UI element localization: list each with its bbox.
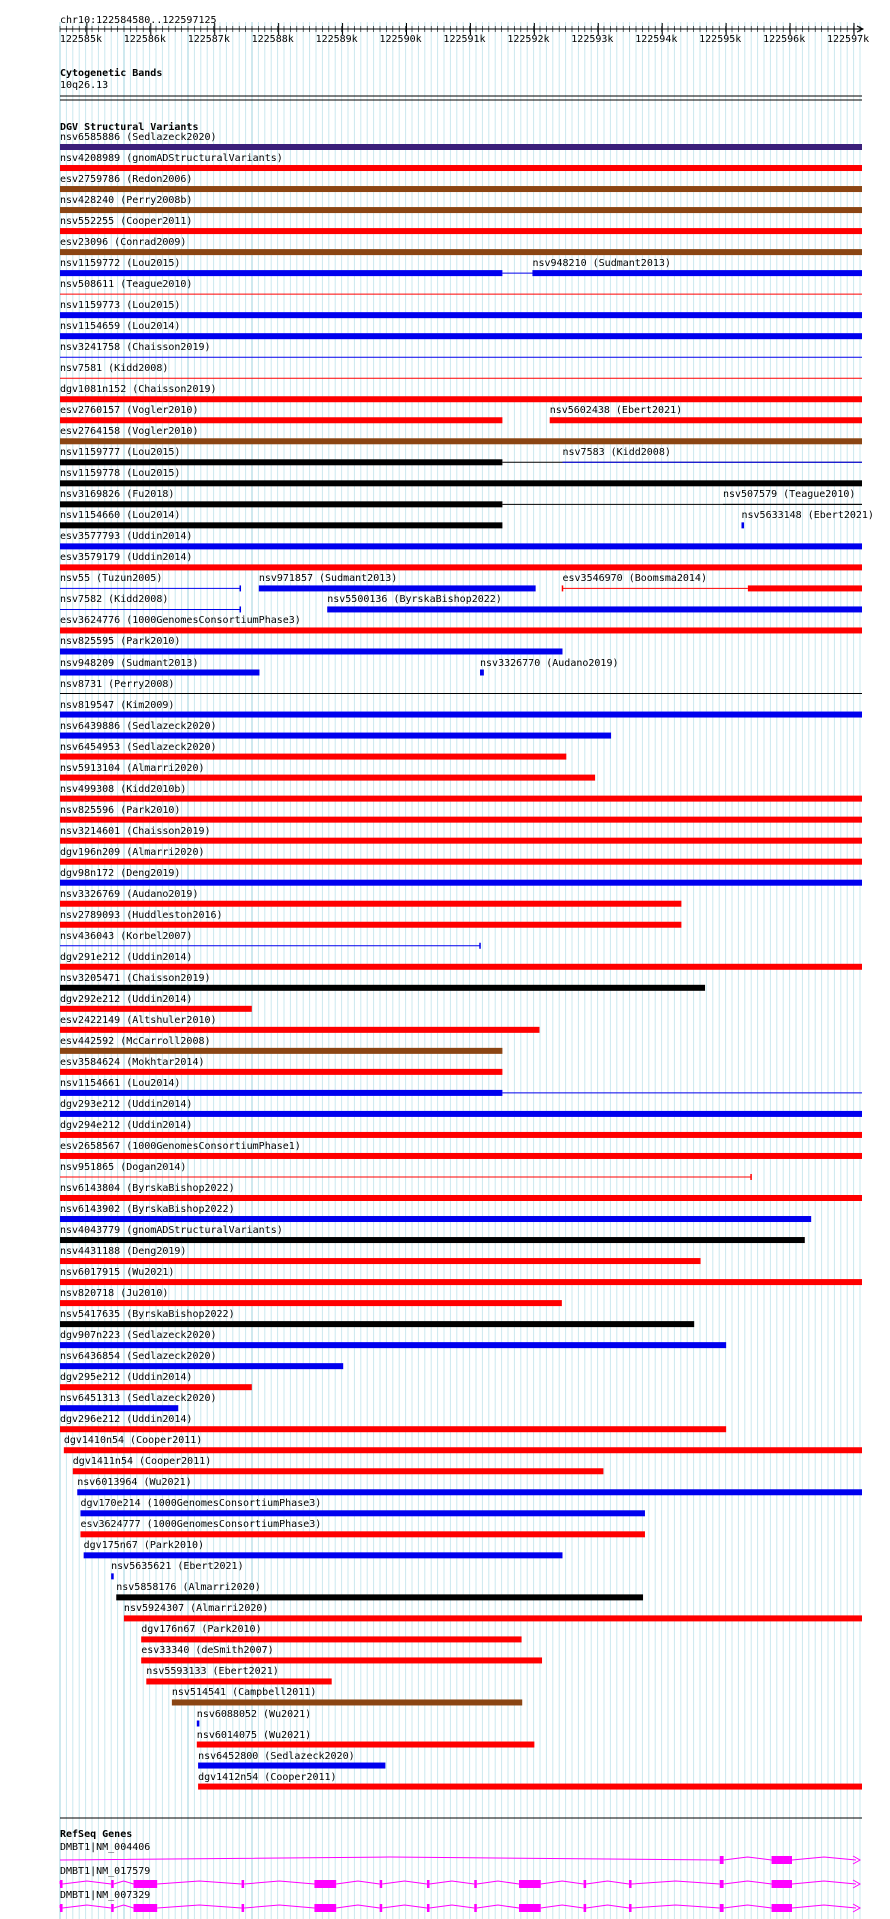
refseq-exon[interactable] (519, 1904, 541, 1912)
sv-feature-label[interactable]: dgv170e214 (1000GenomesConsortiumPhase3) (80, 1498, 322, 1510)
sv-feature-label[interactable]: esv23096 (Conrad2009) (60, 237, 187, 249)
sv-feature-label[interactable]: esv3624777 (1000GenomesConsortiumPhase3) (80, 1519, 322, 1531)
refseq-exon[interactable] (584, 1904, 587, 1912)
sv-feature-label[interactable]: nsv2789093 (Huddleston2016) (60, 909, 223, 921)
refseq-exon[interactable] (772, 1880, 792, 1888)
sv-feature-label[interactable]: nsv4431188 (Deng2019) (60, 1246, 187, 1258)
sv-feature-label[interactable]: nsv5635621 (Ebert2021) (111, 1561, 244, 1573)
sv-feature-label[interactable]: nsv5633148 (Ebert2021) (741, 510, 874, 522)
refseq-exon[interactable] (629, 1904, 632, 1912)
sv-feature-label[interactable]: esv2658567 (1000GenomesConsortiumPhase1) (60, 1140, 301, 1152)
ruler-tick-label: 122593k (571, 34, 614, 45)
refseq-exon[interactable] (380, 1880, 383, 1888)
sv-feature-label[interactable]: nsv3326769 (Audano2019) (60, 888, 199, 900)
sv-feature-label[interactable]: nsv971857 (Sudmant2013) (258, 573, 398, 585)
sv-feature-label[interactable]: nsv6451313 (Sedlazeck2020) (60, 1393, 217, 1405)
ruler-tick-label: 122594k (635, 34, 678, 45)
sv-feature-label[interactable]: nsv6013964 (Wu2021) (77, 1477, 192, 1489)
sv-feature-label[interactable]: nsv508611 (Teague2010) (60, 279, 193, 291)
ruler-tick-label: 122585k (59, 34, 102, 45)
refseq-exon[interactable] (474, 1880, 477, 1888)
sv-feature-label[interactable]: nsv507579 (Teague2010) (722, 489, 856, 501)
ruler-tick-label: 122591k (443, 34, 486, 45)
refseq-exon[interactable] (242, 1880, 245, 1888)
cytoband-label[interactable]: 10q26.13 (60, 80, 109, 91)
refseq-exon[interactable] (242, 1904, 245, 1912)
sv-feature-label[interactable]: nsv55 (Tuzun2005) (60, 573, 163, 585)
refseq-gene-label[interactable]: DMBT1|NM_004406 (60, 1842, 151, 1853)
ruler-tick-label: 122586k (123, 34, 166, 45)
refseq-exon[interactable] (772, 1856, 792, 1864)
sv-feature-label[interactable]: nsv1159773 (Lou2015) (60, 300, 181, 312)
sv-feature-label[interactable]: nsv5593133 (Ebert2021) (146, 1666, 279, 1678)
sv-feature-label[interactable]: esv2759786 (Redon2006) (60, 174, 193, 186)
sv-feature-label[interactable]: dgv196n209 (Almarri2020) (60, 846, 205, 858)
sv-feature-label[interactable]: esv3579179 (Uddin2014) (60, 552, 193, 564)
sv-feature-label[interactable]: nsv6143804 (ByrskaBishop2022) (60, 1183, 235, 1194)
sv-feature-label[interactable]: nsv4043779 (gnomADStructuralVariants) (60, 1225, 283, 1237)
refseq-gene-label[interactable]: DMBT1|NM_017579 (60, 1866, 151, 1877)
ruler-tick-label: 122588k (251, 34, 294, 45)
ruler-tick-label: 122592k (507, 34, 550, 45)
refseq-exon[interactable] (720, 1856, 724, 1864)
refseq-intron[interactable] (60, 1881, 856, 1884)
sv-feature-label[interactable]: nsv825595 (Park2010) (60, 636, 181, 648)
sv-feature-label[interactable]: dgv98n172 (Deng2019) (60, 867, 181, 879)
sv-feature-label[interactable]: nsv3169826 (Fu2018) (60, 489, 175, 501)
sv-feature-label[interactable]: dgv293e212 (Uddin2014) (60, 1098, 193, 1110)
ruler-tick-label: 122595k (699, 34, 742, 45)
sv-feature-label[interactable]: nsv6014075 (Wu2021) (196, 1729, 312, 1741)
sv-feature-label[interactable]: dgv1411n54 (Cooper2011) (72, 1456, 212, 1468)
sv-feature-label[interactable]: nsv6143902 (ByrskaBishop2022) (60, 1204, 235, 1216)
refseq-exon[interactable] (427, 1880, 430, 1888)
ruler-tick-label: 122596k (763, 34, 806, 45)
sv-feature-label[interactable]: nsv6585886 (Sedlazeck2020) (60, 132, 217, 143)
refseq-exon[interactable] (111, 1904, 114, 1912)
sv-feature-label[interactable]: nsv5417635 (ByrskaBishop2022) (60, 1309, 235, 1321)
refseq-exon[interactable] (314, 1880, 336, 1888)
sv-feature-label[interactable]: nsv6017915 (Wu2021) (60, 1267, 175, 1279)
refseq-intron[interactable] (60, 1905, 856, 1908)
refseq-exon[interactable] (474, 1904, 477, 1912)
refseq-exon[interactable] (427, 1904, 430, 1912)
sv-feature-label[interactable]: esv2764158 (Vogler2010) (60, 426, 199, 438)
location-label: chr10:122584580..122597125 (60, 15, 217, 26)
sv-feature-label[interactable]: nsv552255 (Cooper2011) (60, 216, 193, 228)
refseq-exon[interactable] (772, 1904, 792, 1912)
sv-feature-label[interactable]: dgv1412n54 (Cooper2011) (198, 1771, 337, 1783)
sv-feature-label[interactable]: nsv3214601 (Chaisson2019) (60, 825, 211, 837)
refseq-exon[interactable] (720, 1880, 724, 1888)
ruler-tick-label: 122597k (827, 34, 870, 45)
sv-feature-label[interactable]: nsv7582 (Kidd2008) (60, 594, 169, 606)
sv-feature-label[interactable]: nsv3205471 (Chaisson2019) (60, 972, 211, 984)
sv-feature-label[interactable]: nsv7583 (Kidd2008) (562, 447, 671, 459)
refseq-exon[interactable] (60, 1904, 63, 1912)
sv-feature-label[interactable]: esv2422149 (Altshuler2010) (60, 1014, 217, 1026)
sv-feature-label[interactable]: dgv296e212 (Uddin2014) (60, 1414, 193, 1426)
sv-feature-label[interactable]: esv442592 (McCarroll2008) (60, 1035, 211, 1047)
sv-feature-label[interactable]: dgv294e212 (Uddin2014) (60, 1119, 193, 1131)
refseq-track-title[interactable]: RefSeq Genes (60, 1829, 133, 1840)
sv-feature-label[interactable]: nsv436043 (Korbel2007) (60, 930, 193, 942)
sv-feature-label[interactable]: nsv948209 (Sudmant2013) (60, 657, 199, 669)
refseq-exon[interactable] (60, 1880, 63, 1888)
sv-feature-label[interactable]: nsv5858176 (Almarri2020) (116, 1582, 261, 1594)
sv-feature-label[interactable]: esv3577793 (Uddin2014) (60, 531, 193, 543)
cytobands-track-title[interactable]: Cytogenetic Bands (60, 68, 163, 79)
refseq-intron[interactable] (60, 1857, 856, 1860)
sv-feature-label[interactable]: nsv5602438 (Ebert2021) (549, 405, 683, 417)
refseq-exon[interactable] (111, 1880, 114, 1888)
sv-feature-label[interactable]: esv3546970 (Boomsma2014) (562, 573, 707, 585)
sv-feature-label[interactable]: dgv292e212 (Uddin2014) (60, 993, 193, 1005)
sv-feature-label[interactable]: esv2760157 (Vogler2010) (60, 405, 199, 417)
sv-feature-label[interactable]: nsv7581 (Kidd2008) (60, 363, 169, 375)
sv-feature-label[interactable]: nsv499308 (Kidd2010b) (60, 783, 187, 795)
dgv-track-title[interactable]: DGV Structural Variants (60, 122, 199, 133)
sv-feature-label[interactable]: nsv5500136 (ByrskaBishop2022) (327, 594, 502, 606)
sv-feature-label[interactable]: nsv5924307 (Almarri2020) (123, 1603, 269, 1615)
refseq-exon[interactable] (134, 1904, 158, 1912)
sv-feature-label[interactable]: nsv1159772 (Lou2015) (60, 258, 181, 270)
sv-feature-label[interactable]: dgv1410n54 (Cooper2011) (63, 1435, 203, 1447)
sv-feature-label[interactable]: nsv6454953 (Sedlazeck2020) (60, 741, 217, 753)
sv-feature-label[interactable]: nsv3326770 (Audano2019) (480, 657, 619, 669)
sv-feature-label[interactable]: nsv825596 (Park2010) (60, 804, 181, 816)
sv-feature-label[interactable]: esv3624776 (1000GenomesConsortiumPhase3) (60, 615, 301, 627)
refseq-exon[interactable] (314, 1904, 336, 1912)
refseq-exon[interactable] (720, 1904, 724, 1912)
sv-feature-label[interactable]: dgv907n223 (Sedlazeck2020) (60, 1330, 217, 1342)
sv-feature-label[interactable]: nsv514541 (Campbell2011) (171, 1687, 317, 1699)
sv-feature-label[interactable]: dgv176n67 (Park2010) (141, 1624, 262, 1636)
sv-feature-label[interactable]: nsv6436854 (Sedlazeck2020) (60, 1351, 217, 1363)
sv-feature-label[interactable]: nsv1154660 (Lou2014) (60, 510, 181, 522)
refseq-exon[interactable] (584, 1880, 587, 1888)
sv-feature-label[interactable]: nsv1154659 (Lou2014) (60, 321, 181, 333)
sv-feature-label[interactable]: dgv1081n152 (Chaisson2019) (60, 384, 217, 396)
sv-feature-label[interactable]: dgv175n67 (Park2010) (83, 1540, 205, 1552)
sv-feature-label[interactable]: nsv948210 (Sudmant2013) (532, 258, 671, 270)
refseq-exon[interactable] (380, 1904, 383, 1912)
ruler-tick-label: 122589k (315, 34, 358, 45)
sv-feature-label[interactable]: nsv4208989 (gnomADStructuralVariants) (60, 153, 283, 165)
sv-feature-label[interactable]: nsv1159777 (Lou2015) (60, 447, 181, 459)
ruler-tick-label: 122590k (379, 34, 422, 45)
sv-feature-label[interactable]: nsv1159778 (Lou2015) (60, 468, 181, 480)
sv-feature-label[interactable]: nsv820718 (Ju2010) (60, 1288, 169, 1300)
sv-feature-label[interactable]: nsv951865 (Dogan2014) (60, 1161, 187, 1173)
sv-feature-label[interactable]: dgv291e212 (Uddin2014) (60, 951, 193, 963)
refseq-exon[interactable] (519, 1880, 541, 1888)
sv-feature-label[interactable]: nsv428240 (Perry2008b) (60, 195, 193, 207)
sv-feature-label[interactable]: nsv6439886 (Sedlazeck2020) (60, 720, 217, 732)
sv-feature-label[interactable]: nsv1154661 (Lou2014) (60, 1077, 181, 1089)
sv-feature-label[interactable]: nsv3241758 (Chaisson2019) (60, 342, 211, 354)
sv-feature-label[interactable]: nsv6452800 (Sedlazeck2020) (198, 1750, 355, 1762)
sv-feature-label[interactable]: nsv6088052 (Wu2021) (196, 1708, 312, 1720)
refseq-gene-label[interactable]: DMBT1|NM_007329 (60, 1890, 151, 1901)
sv-feature-label[interactable]: esv33340 (deSmith2007) (141, 1645, 274, 1657)
sv-feature-label[interactable]: dgv295e212 (Uddin2014) (60, 1372, 193, 1384)
refseq-exon[interactable] (134, 1880, 158, 1888)
sv-feature-label[interactable]: esv3584624 (Mokhtar2014) (60, 1056, 205, 1068)
sv-feature-label[interactable]: nsv5913104 (Almarri2020) (60, 762, 205, 774)
sv-feature-label[interactable]: nsv819547 (Kim2009) (60, 699, 175, 711)
ruler-tick-label: 122587k (187, 34, 230, 45)
sv-feature-label[interactable]: nsv8731 (Perry2008) (60, 678, 175, 690)
refseq-exon[interactable] (629, 1880, 632, 1888)
